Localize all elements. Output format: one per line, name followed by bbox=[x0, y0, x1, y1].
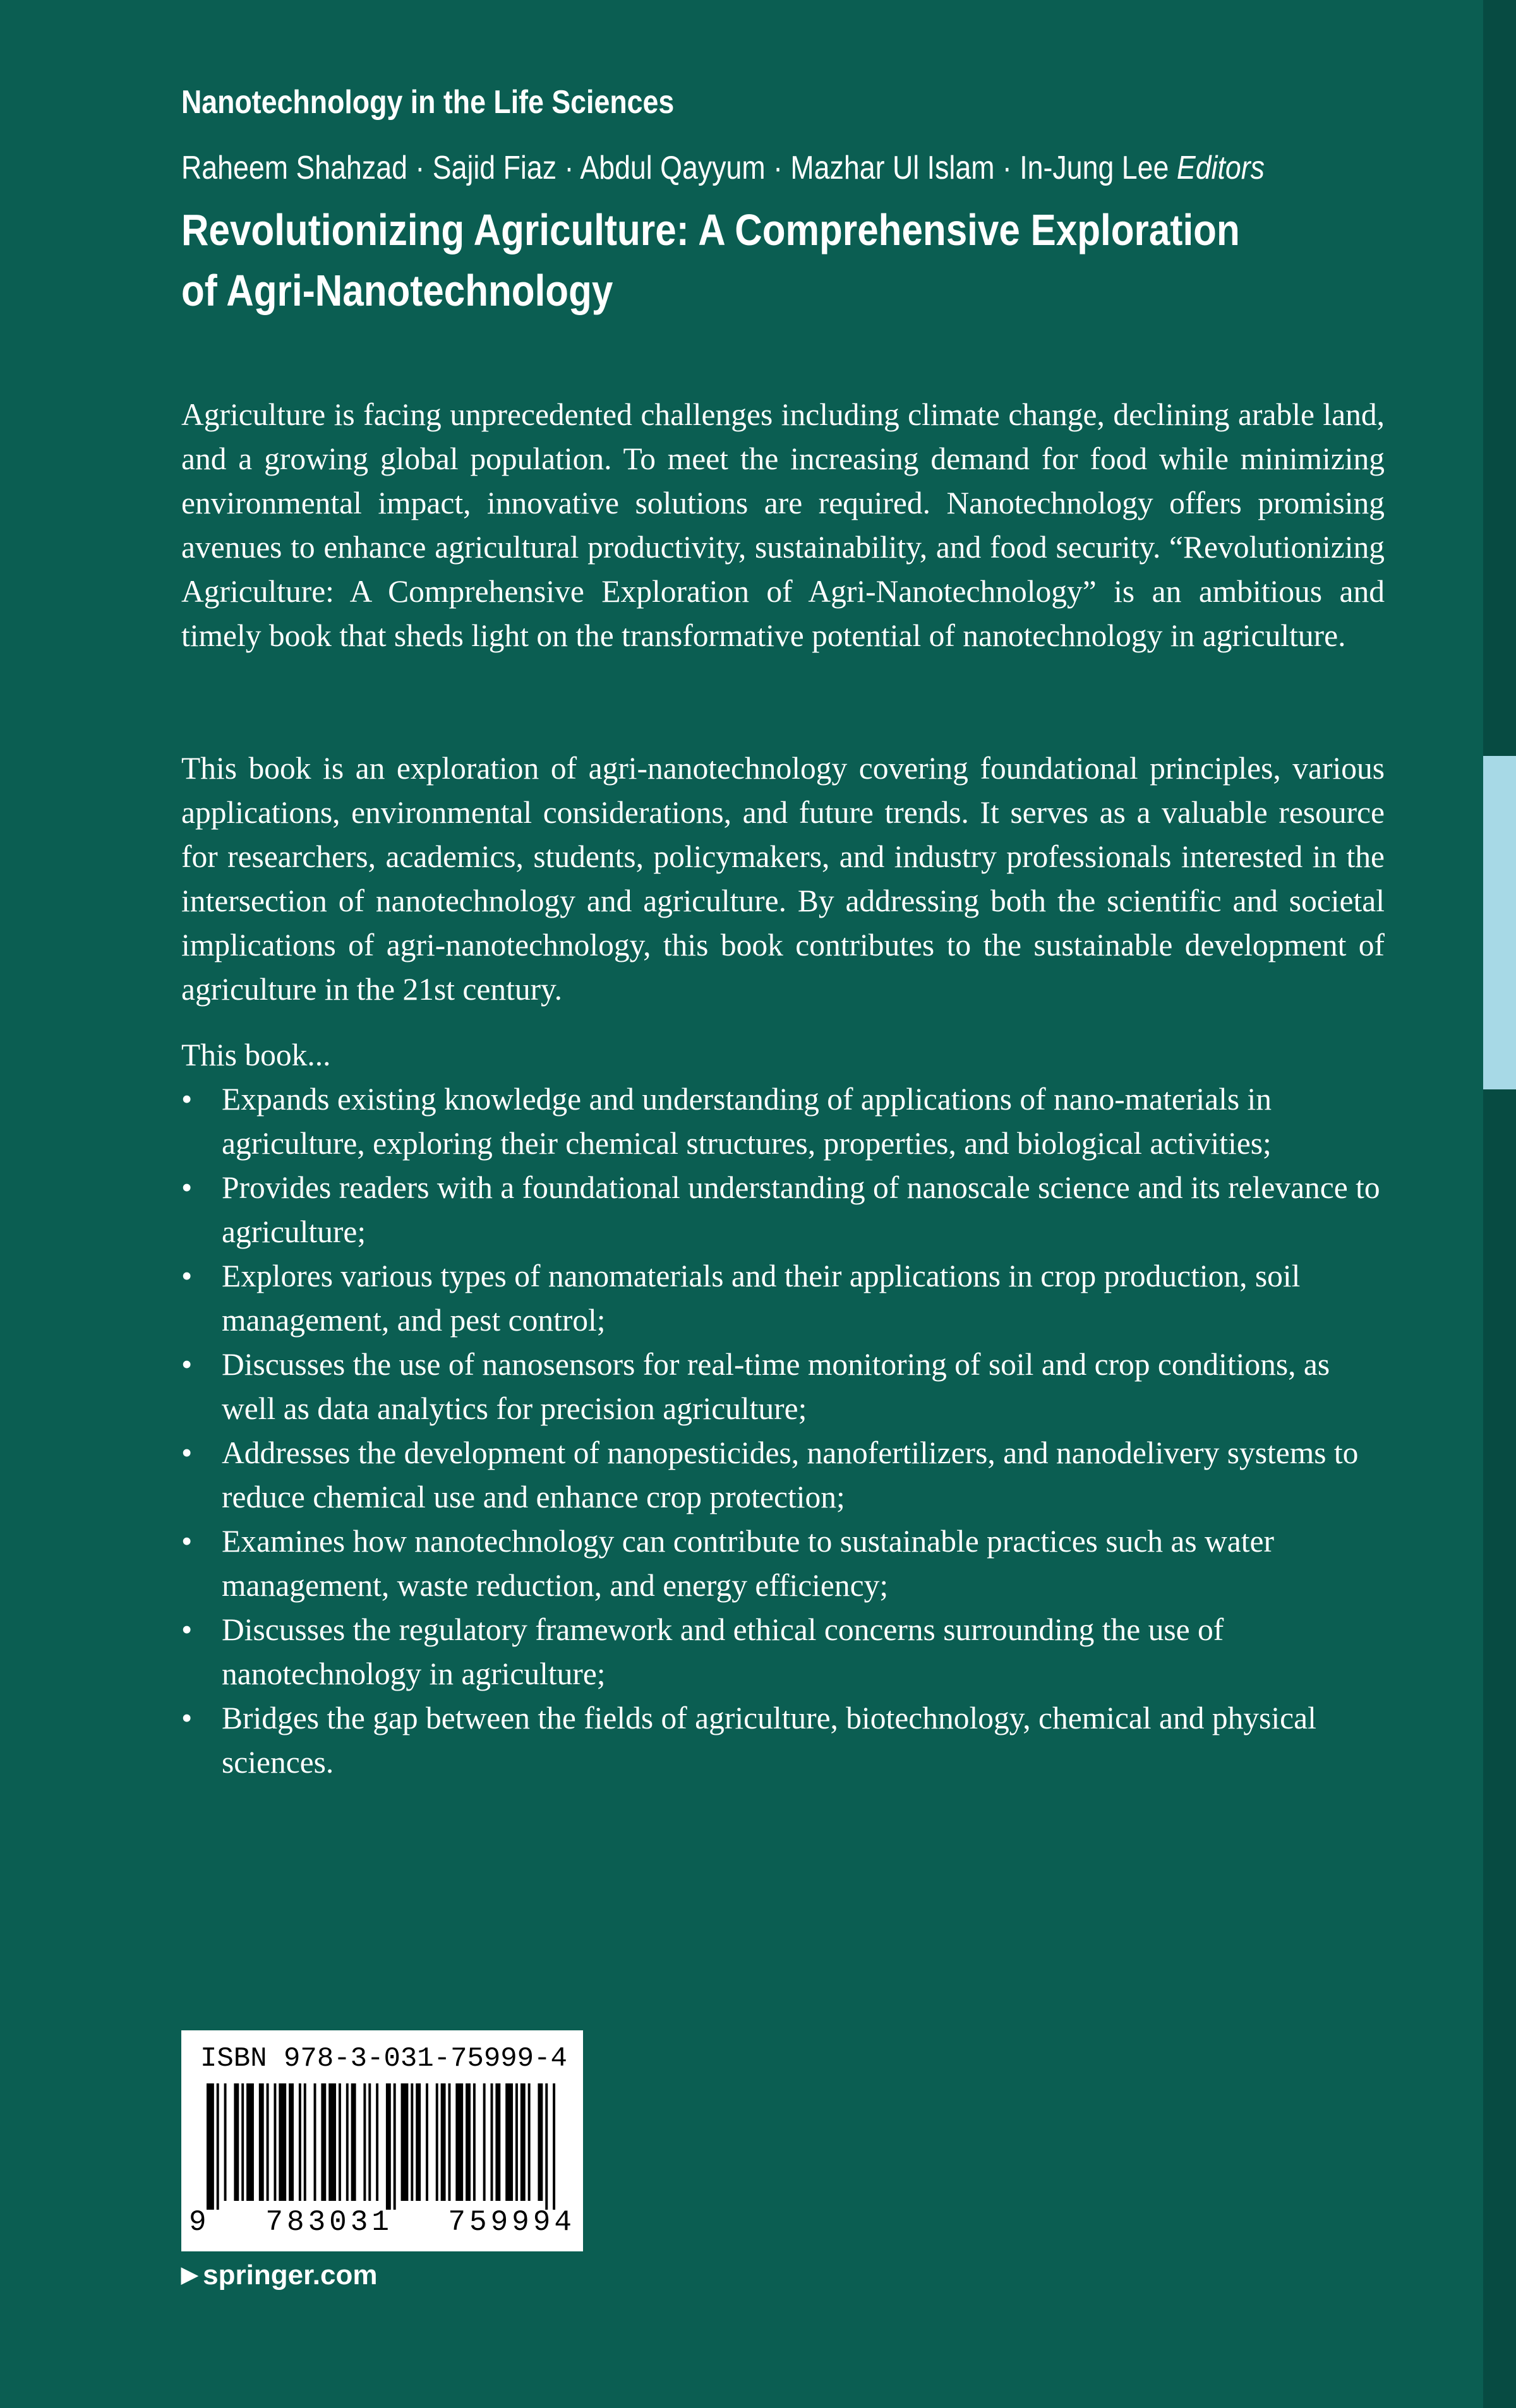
list-item: • Addresses the development of nanopesticides, nanofertilizers, and nanodelivery systems to reduce chemical use and enhance crop protection; bbox=[181, 1431, 1385, 1519]
barcode-bar bbox=[448, 2083, 451, 2201]
barcode-digits-group-1: 783031 bbox=[265, 2206, 393, 2239]
bullet-icon: • bbox=[181, 1170, 193, 1205]
description-paragraph-2: This book is an exploration of agri-nanotechnology covering foundational principles, various applications, environmental considerations, and future trends. It serves as a valuable resource for researchers, academics, students, policymakers, and industry professionals interested in the intersection of nanotechnology and agriculture. By addressing both the scientific and societal implications of agri-nanotechnology, this book contributes to the sustainable development of agriculture in the 21st century. bbox=[181, 751, 1385, 1007]
barcode-bar bbox=[495, 2083, 500, 2201]
list-item: • Examines how nanotechnology can contribute to sustainable practices such as water management, waste reduction, and energy efficiency; bbox=[181, 1519, 1385, 1608]
barcode-bar bbox=[224, 2083, 227, 2201]
bullet-icon: • bbox=[181, 1082, 193, 1117]
barcode-bar bbox=[368, 2083, 371, 2201]
barcode-bar bbox=[411, 2083, 413, 2201]
barcode-bar bbox=[520, 2083, 526, 2201]
barcode-bar bbox=[528, 2083, 531, 2201]
barcode-bar bbox=[441, 2083, 446, 2201]
bullet-icon: • bbox=[181, 1612, 193, 1647]
spine-color-tab bbox=[1483, 756, 1516, 1089]
barcode-bar bbox=[394, 2083, 396, 2210]
list-item: • Explores various types of nanomaterials and their applications in crop production, soil management, and pest control; bbox=[181, 1254, 1385, 1343]
barcode-bar bbox=[279, 2083, 286, 2201]
barcode-bar bbox=[505, 2083, 513, 2201]
barcode-bar bbox=[436, 2083, 438, 2201]
editors-role: Editors bbox=[1176, 150, 1265, 186]
barcode-bar bbox=[376, 2083, 378, 2201]
barcode-bar bbox=[328, 2083, 336, 2201]
barcode-bar bbox=[538, 2083, 543, 2201]
list-item: • Discusses the use of nanosensors for real-time monitoring of soil and crop conditions, as well as data analytics for precision agriculture; bbox=[181, 1343, 1385, 1431]
list-item: • Expands existing knowledge and understanding of applications of nano-materials in agriculture, exploring their chemical structures, properties, and biological activities; bbox=[181, 1077, 1385, 1166]
barcode-bar bbox=[401, 2083, 409, 2201]
description-paragraph-1: Agriculture is facing unprecedented challenges including climate change, declining arable land, and a growing global population. To meet the increasing demand for food while minimizing environmental impact, innovative solutions are required. Nanotechnology offers promising avenues to enhance agricultural productivity, sustainability, and food security. “Revolutionizing Agriculture: A Comprehensive Exploration of Agri-Nanotechnology” is an ambitious and timely book that sheds light on the transformative potential of nanotechnology in agriculture. bbox=[181, 397, 1385, 653]
barcode-bar bbox=[553, 2083, 555, 2210]
barcode-bar bbox=[241, 2083, 244, 2201]
barcode-bar bbox=[515, 2083, 518, 2201]
barcode-digits-group-2: 759994 bbox=[448, 2206, 575, 2239]
bullet-icon: • bbox=[181, 1259, 193, 1293]
barcode-bar bbox=[234, 2083, 239, 2201]
publisher-url: springer.com bbox=[203, 2260, 378, 2291]
barcode-bar bbox=[466, 2083, 471, 2201]
list-item: • Provides readers with a foundational understanding of nanoscale science and its relevance to agriculture; bbox=[181, 1166, 1385, 1254]
bullet-intro: This book... bbox=[181, 1038, 331, 1072]
barcode-icon bbox=[207, 2083, 558, 2210]
barcode-bar bbox=[246, 2083, 254, 2201]
barcode-bar bbox=[299, 2083, 301, 2201]
bullet-icon: • bbox=[181, 1347, 193, 1382]
isbn-barcode bbox=[181, 2030, 583, 2251]
barcode-bar bbox=[473, 2083, 476, 2201]
barcode-digits bbox=[189, 2206, 575, 2239]
barcode-bar bbox=[207, 2083, 214, 2210]
barcode-bar bbox=[289, 2083, 294, 2201]
list-item: • Bridges the gap between the fields of agriculture, biotechnology, chemical and physical sciences. bbox=[181, 1696, 1385, 1785]
barcode-bar bbox=[346, 2083, 349, 2201]
barcode-bar bbox=[259, 2083, 264, 2201]
bullet-icon: • bbox=[181, 1701, 193, 1735]
barcode-bar bbox=[351, 2083, 356, 2201]
list-item: • Discusses the regulatory framework and ethical concerns surrounding the use of nanotechnology in agriculture; bbox=[181, 1608, 1385, 1696]
barcode-bar bbox=[314, 2083, 316, 2201]
barcode-bar bbox=[363, 2083, 366, 2201]
publisher-link[interactable] bbox=[181, 2260, 377, 2291]
barcode-bar bbox=[217, 2083, 219, 2210]
barcode-digit-first: 9 bbox=[189, 2206, 207, 2239]
feature-list bbox=[181, 1077, 1385, 1785]
barcode-bar bbox=[267, 2083, 269, 2201]
barcode-bar bbox=[321, 2083, 326, 2201]
series-name: Nanotechnology in the Life Sciences bbox=[181, 84, 675, 121]
editors-line bbox=[181, 149, 1265, 187]
arrow-right-icon: ▶ bbox=[181, 2263, 198, 2287]
book-title bbox=[181, 200, 1240, 321]
book-title-line-1: Revolutionizing Agriculture: A Comprehensive Exploration bbox=[181, 205, 1240, 255]
bullet-icon: • bbox=[181, 1524, 193, 1559]
spine-edge bbox=[1483, 0, 1516, 2408]
barcode-bar bbox=[386, 2083, 391, 2210]
editor-names: Raheem Shahzad · Sajid Fiaz · Abdul Qayyum · Mazhar Ul Islam · In-Jung Lee bbox=[181, 150, 1169, 186]
barcode-bar bbox=[545, 2083, 548, 2210]
book-title-line-2: of Agri-Nanotechnology bbox=[181, 266, 613, 315]
barcode-bar bbox=[339, 2083, 341, 2201]
barcode-bar bbox=[455, 2083, 463, 2201]
barcode-bar bbox=[426, 2083, 428, 2201]
barcode-bar bbox=[416, 2083, 421, 2201]
isbn-text: ISBN 978-3-031-75999-4 bbox=[200, 2043, 567, 2075]
bullet-icon: • bbox=[181, 1435, 193, 1470]
barcode-bar bbox=[274, 2083, 276, 2201]
barcode-bar bbox=[483, 2083, 486, 2201]
barcode-bar bbox=[304, 2083, 306, 2201]
barcode-bar bbox=[491, 2083, 493, 2201]
